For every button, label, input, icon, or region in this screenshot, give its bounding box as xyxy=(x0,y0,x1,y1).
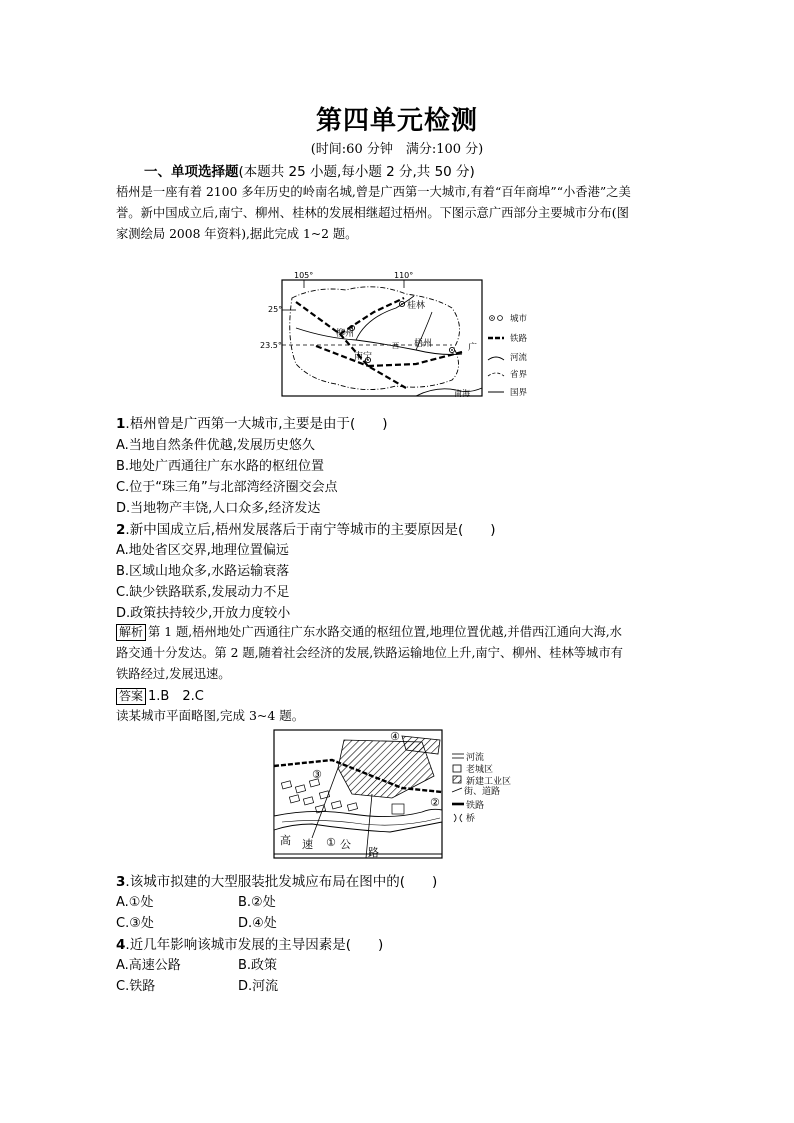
intro2: 读某城市平面略图,完成 3~4 题。 xyxy=(116,708,305,723)
site-4-label: ④ xyxy=(390,730,400,743)
q1-option-a[interactable]: A.当地自然条件优越,发展历史悠久 xyxy=(116,438,315,453)
analysis-text1: 第 1 题,梧州地处广西通往广东水路交通的枢纽位置,地理位置优越,并借西江通向大海,水 xyxy=(148,625,622,639)
page-title: 第四单元检测 xyxy=(315,106,478,136)
highway-label-gong: 公 xyxy=(340,838,351,851)
guang-label: 广 xyxy=(468,343,478,353)
lon-110-label: 110° xyxy=(394,271,414,280)
q3-stem-text: .该城市拟建的大型服装批发城应布局在图中的( ) xyxy=(125,874,438,890)
legend2-rail: 铁路 xyxy=(466,801,485,811)
answer-text: 1.B 2.C xyxy=(148,689,204,704)
section-note: (本题共 25 小题,每小题 2 分,共 50 分) xyxy=(238,164,475,180)
intro1-line2: 誉。新中国成立后,南宁、柳州、桂林的发展相继超过梧州。下图示意广西部分主要城市分布(图 xyxy=(116,206,629,220)
q3-option-d[interactable]: D.④处 xyxy=(238,916,277,931)
map2-legend xyxy=(452,751,511,824)
highway-label-lu: 路 xyxy=(368,846,379,859)
q4-number: 4 xyxy=(116,937,126,953)
site-3-label: ③ xyxy=(312,768,322,781)
map1-legend xyxy=(488,313,528,398)
section-heading xyxy=(144,160,475,180)
q4-option-a[interactable]: A.高速公路 xyxy=(116,958,181,973)
section-title: 一、单项选择题 xyxy=(144,164,239,180)
highway-label-gao: 高 xyxy=(280,834,291,847)
q1-option-c[interactable]: C.位于“珠三角”与北部湾经济圈交会点 xyxy=(116,480,338,495)
sea-label: 南海 xyxy=(454,389,470,398)
q4-option-c[interactable]: C.铁路 xyxy=(116,979,156,994)
q4-stem xyxy=(116,933,383,953)
site-1-label: ① xyxy=(326,836,336,849)
q2-stem-text: .新中国成立后,梧州发展落后于南宁等城市的主要原因是( ) xyxy=(125,522,496,538)
q2-option-c[interactable]: C.缺少铁路联系,发展动力不足 xyxy=(116,585,290,600)
q3-option-c[interactable]: C.③处 xyxy=(116,916,154,931)
q2-option-b[interactable]: B.区域山地众多,水路运输衰落 xyxy=(116,564,290,579)
answer-tag: 答案 xyxy=(116,688,146,705)
analysis-line1 xyxy=(116,622,622,641)
lat-23-5-label: 23.5° xyxy=(260,341,282,350)
analysis-line2: 路交通十分发达。第 2 题,随着社会经济的发展,铁路运输地位上升,南宁、柳州、桂林等城市有 xyxy=(116,646,623,660)
q3-option-a[interactable]: A.①处 xyxy=(116,895,154,910)
guangxi-city-map xyxy=(256,268,538,400)
highway-label-su: 速 xyxy=(302,838,313,851)
q1-number: 1 xyxy=(116,416,126,432)
q4-option-b[interactable]: B.政策 xyxy=(238,958,278,973)
q3-number: 3 xyxy=(116,874,126,890)
legend-province: 省界 xyxy=(510,370,528,380)
q2-number: 2 xyxy=(116,522,126,538)
legend-nation: 国界 xyxy=(510,388,528,398)
intro1-line3: 家测绘局 2008 年资料),据此完成 1~2 题。 xyxy=(116,227,358,241)
lon-105-label: 105° xyxy=(294,271,314,280)
q3-stem xyxy=(116,870,437,890)
legend2-new-industrial: 新建工业区 xyxy=(466,777,512,787)
lat-25-label: 25° xyxy=(268,305,283,314)
q2-option-a[interactable]: A.地处省区交界,地理位置偏远 xyxy=(116,543,289,558)
analysis-line3: 铁路经过,发展迅速。 xyxy=(116,667,231,681)
answer-line xyxy=(116,685,204,705)
q1-option-b[interactable]: B.地处广西通往广东水路的枢纽位置 xyxy=(116,459,325,474)
q4-stem-text: .近几年影响该城市发展的主导因素是( ) xyxy=(125,937,384,953)
legend2-river: 河流 xyxy=(466,753,485,763)
q2-option-d[interactable]: D.政策扶持较少,开放力度较小 xyxy=(116,606,291,621)
q3-option-b[interactable]: B.②处 xyxy=(238,895,276,910)
city-wuzhou: 梧州 xyxy=(414,339,433,349)
q1-stem xyxy=(116,412,388,432)
analysis-tag: 解析 xyxy=(116,624,146,641)
city-guilin: 桂林 xyxy=(407,301,426,311)
q2-stem xyxy=(116,518,496,538)
q1-option-d[interactable]: D.当地物产丰饶,人口众多,经济发达 xyxy=(116,501,321,516)
city-liuzhou: 柳州 xyxy=(336,329,355,339)
river-xi-label: 西 xyxy=(392,342,399,350)
legend2-old-city: 老城区 xyxy=(466,765,494,775)
legend-rail: 铁路 xyxy=(510,334,528,344)
city-plan-map xyxy=(272,728,552,860)
city-nanning: 南宁 xyxy=(354,352,373,362)
q4-option-d[interactable]: D.河流 xyxy=(238,979,279,994)
legend-city: 城市 xyxy=(510,314,528,324)
legend2-bridge: 桥 xyxy=(466,814,476,824)
legend2-street: 街、道路 xyxy=(464,787,501,797)
legend-river: 河流 xyxy=(510,353,528,363)
page-subtitle: (时间:60 分钟 满分:100 分) xyxy=(310,142,484,157)
q1-stem-text: .梧州曾是广西第一大城市,主要是由于( ) xyxy=(125,416,388,432)
site-2-label: ② xyxy=(430,796,440,809)
intro1-line1: 梧州是一座有着 2100 多年历史的岭南名城,曾是广西第一大城市,有着“百年商埠”“小香港”之美 xyxy=(116,185,631,199)
